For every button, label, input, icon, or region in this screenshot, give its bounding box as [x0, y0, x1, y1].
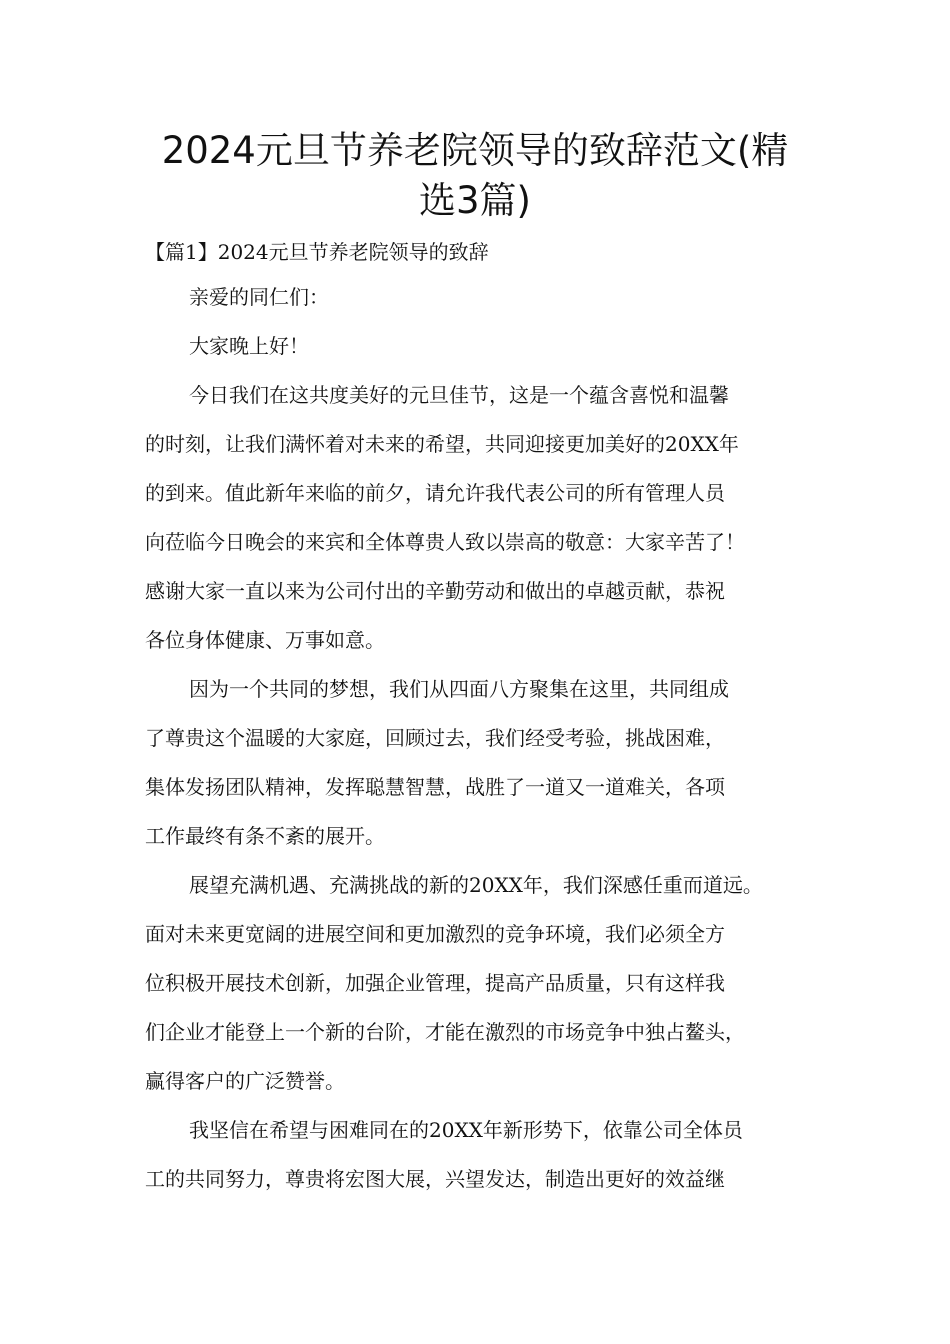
paragraph-salutation — [145, 281, 845, 330]
paragraph-1 — [145, 379, 845, 673]
text-line: 因为一个共同的梦想，我们从四面八方聚集在这里，共同组成 — [189, 677, 729, 701]
section-heading: 【篇1】2024元旦节养老院领导的致辞 — [145, 240, 489, 264]
text-line: 亲爱的同仁们： — [189, 285, 329, 309]
text-line: 工作最终有条不紊的展开。 — [145, 824, 385, 848]
paragraph-greeting — [145, 330, 845, 379]
text-line: 赢得客户的广泛赞誉。 — [145, 1069, 345, 1093]
paragraph-2 — [145, 673, 845, 869]
title-line: 选3篇) — [419, 179, 531, 222]
text-line: 的到来。值此新年来临的前夕，请允许我代表公司的所有管理人员 — [145, 481, 725, 505]
paragraph-3 — [145, 869, 845, 1114]
text-line: 各位身体健康、万事如意。 — [145, 628, 385, 652]
text-line: 的时刻，让我们满怀着对未来的希望，共同迎接更加美好的20XX年 — [145, 432, 739, 456]
text-line: 位积极开展技术创新，加强企业管理，提高产品质量，只有这样我 — [145, 971, 725, 995]
text-line: 集体发扬团队精神，发挥聪慧智慧，战胜了一道又一道难关，各项 — [145, 775, 725, 799]
text-line: 面对未来更宽阔的进展空间和更加激烈的竞争环境，我们必须全方 — [145, 922, 725, 946]
text-line: 我坚信在希望与困难同在的20XX年新形势下，依靠公司全体员 — [189, 1118, 743, 1142]
text-line: 工的共同努力，尊贵将宏图大展，兴望发达，制造出更好的效益继 — [145, 1167, 725, 1191]
title-line: 2024元旦节养老院领导的致辞范文(精 — [161, 129, 789, 172]
text-line: 了尊贵这个温暖的大家庭，回顾过去，我们经受考验，挑战困难， — [145, 726, 725, 750]
paragraph-4 — [145, 1114, 845, 1212]
document-title — [100, 126, 850, 226]
text-line: 展望充满机遇、充满挑战的新的20XX年，我们深感任重而道远。 — [189, 873, 763, 897]
text-line: 们企业才能登上一个新的台阶，才能在激烈的市场竞争中独占鳌头， — [145, 1020, 745, 1044]
text-line: 今日我们在这共度美好的元旦佳节，这是一个蕴含喜悦和温馨 — [189, 383, 729, 407]
text-line: 感谢大家一直以来为公司付出的辛勤劳动和做出的卓越贡献，恭祝 — [145, 579, 725, 603]
text-line: 大家晚上好！ — [189, 334, 309, 358]
text-line: 向莅临今日晚会的来宾和全体尊贵人致以崇高的敬意：大家辛苦了！ — [145, 530, 745, 554]
